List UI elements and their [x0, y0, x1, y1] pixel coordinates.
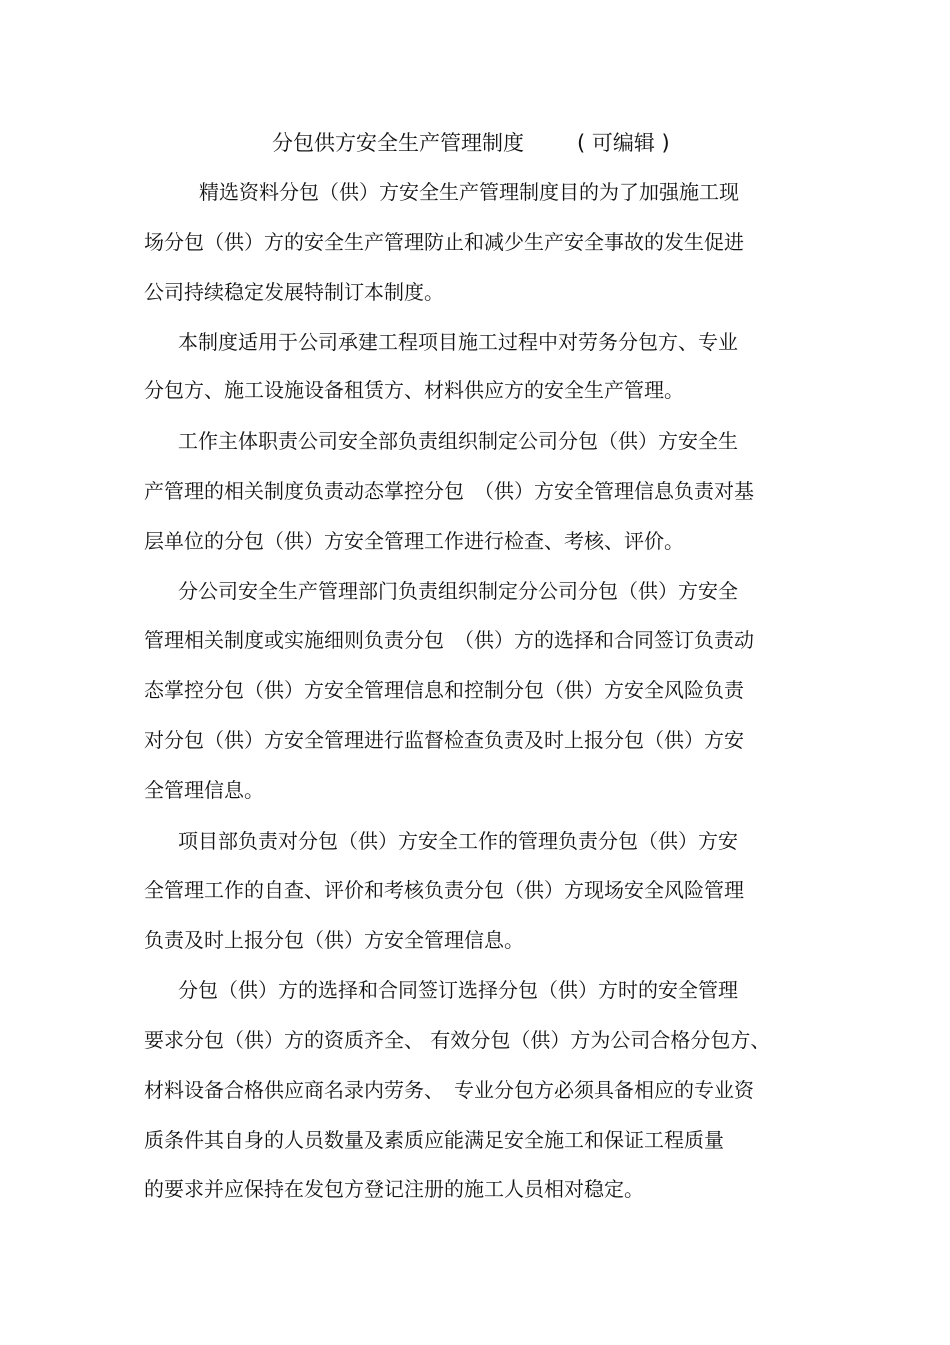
paragraph-3-line-2: 产管理的相关制度负责动态掌控分包 （供）方安全管理信息负责对基: [144, 479, 754, 503]
paragraph-6-line-2: 要求分包（供）方的资质齐全、 有效分包（供）方为公司合格分包方、: [144, 1028, 771, 1052]
paragraph-1-line-1: 精选资料分包（供）方安全生产管理制度目的为了加强施工现: [199, 180, 739, 204]
paragraph-1-line-2: 场分包（供）方的安全生产管理防止和减少生产安全事故的发生促进: [144, 230, 744, 254]
title-main-text: 分包供方安全生产管理制度: [272, 131, 524, 155]
paragraph-4-line-4: 对分包（供）方安全管理进行监督检查负责及时上报分包（供）方安: [144, 728, 744, 752]
paragraph-4-line-1: 分公司安全生产管理部门负责组织制定分公司分包（供）方安全: [178, 579, 738, 603]
document-title: [0, 126, 950, 160]
paragraph-2-line-2: 分包方、施工设施设备租赁方、材料供应方的安全生产管理。: [144, 378, 684, 402]
paragraph-6-line-4: 质条件其自身的人员数量及素质应能满足安全施工和保证工程质量: [144, 1128, 724, 1152]
paragraph-3-line-1: 工作主体职责公司安全部负责组织制定公司分包（供）方安全生: [178, 429, 738, 453]
paragraph-2-line-1: 本制度适用于公司承建工程项目施工过程中对劳务分包方、专业: [178, 330, 738, 354]
paragraph-4-line-2: 管理相关制度或实施细则负责分包 （供）方的选择和合同签订负责动: [144, 628, 754, 652]
paragraph-4-line-5: 全管理信息。: [144, 778, 264, 802]
paragraph-6-line-1: 分包（供）方的选择和合同签订选择分包（供）方时的安全管理: [178, 978, 738, 1002]
paragraph-5-line-1: 项目部负责对分包（供）方安全工作的管理负责分包（供）方安: [178, 829, 738, 853]
paragraph-4-line-3: 态掌控分包（供）方安全管理信息和控制分包（供）方安全风险负责: [144, 678, 744, 702]
paragraph-6-line-5: 的要求并应保持在发包方登记注册的施工人员相对稳定。: [144, 1177, 644, 1201]
paragraph-5-line-3: 负责及时上报分包（供）方安全管理信息。: [144, 928, 524, 952]
paragraph-3-line-3: 层单位的分包（供）方安全管理工作进行检查、考核、评价。: [144, 529, 684, 553]
title-suffix-text: ( 可编辑 ): [577, 131, 670, 155]
paragraph-1-line-3: 公司持续稳定发展特制订本制度。: [144, 280, 444, 304]
paragraph-5-line-2: 全管理工作的自查、评价和考核负责分包（供）方现场安全风险管理: [144, 878, 744, 902]
paragraph-6-line-3: 材料设备合格供应商名录内劳务、 专业分包方必须具备相应的专业资: [144, 1078, 754, 1102]
